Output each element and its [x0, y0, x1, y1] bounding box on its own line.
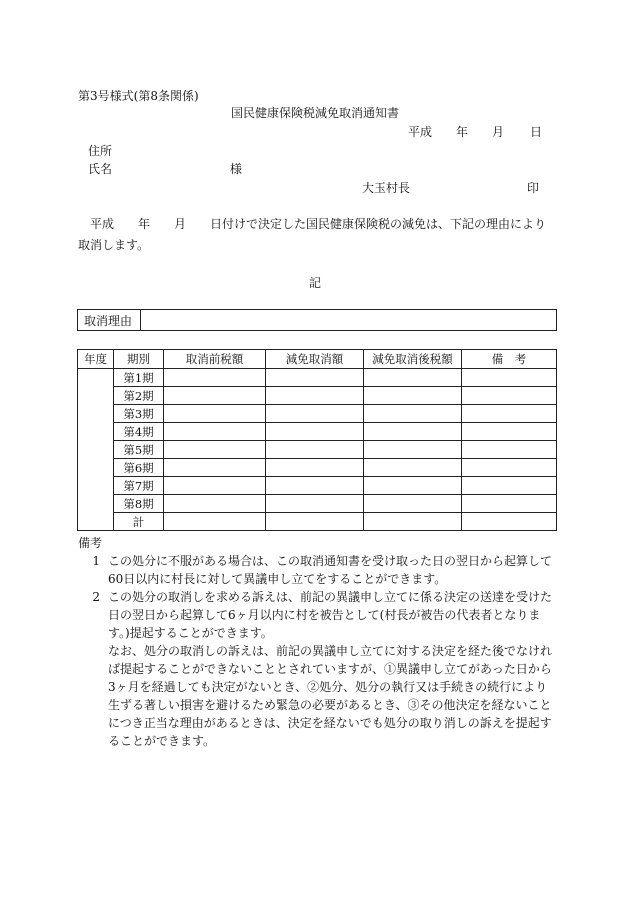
amount-cell[interactable]: [364, 405, 462, 423]
remarks-cell[interactable]: [462, 459, 557, 477]
remarks-cell[interactable]: [462, 441, 557, 459]
amount-cell[interactable]: [164, 459, 266, 477]
table-row: [78, 459, 557, 477]
amount-cell[interactable]: [164, 387, 266, 405]
amount-cell[interactable]: [266, 387, 364, 405]
period-label: 第7期: [114, 477, 164, 495]
date-day: 日: [530, 125, 543, 139]
body-text: 平成 年 月 日付けで決定した国民健康保険税の減免は、下記の理由により取消します。: [78, 217, 547, 252]
amount-cell[interactable]: [164, 495, 266, 513]
remarks-cell[interactable]: [462, 387, 557, 405]
reason-table: [77, 309, 557, 331]
remarks-cell[interactable]: [462, 495, 557, 513]
reason-value[interactable]: [141, 310, 557, 331]
notes-list: [78, 552, 556, 750]
period-label: 第8期: [114, 495, 164, 513]
amount-cell[interactable]: [364, 477, 462, 495]
amount-cell[interactable]: [266, 423, 364, 441]
header-after-amount: 減免取消後税額: [364, 350, 462, 369]
amount-cell[interactable]: [364, 423, 462, 441]
header-reduction-cancel: 減免取消額: [266, 350, 364, 369]
note-item: [78, 588, 556, 642]
amount-cell[interactable]: [266, 441, 364, 459]
table-row: [78, 405, 557, 423]
period-label: 第5期: [114, 441, 164, 459]
fiscal-year-cell[interactable]: [78, 369, 114, 531]
period-label-total: 計: [114, 513, 164, 531]
period-label: 第1期: [114, 369, 164, 387]
tax-period-table: [77, 349, 557, 531]
date-line: [408, 123, 542, 140]
note-extra-text: なお、処分の取消しの訴えは、前記の異議申し立てに対する決定を経た後でなければ提起することができないこととされていますが、①異議申し立てがあった日から3ヶ月を経過しても決定がないとき、②処分、処分の執行又は手続きの続行により生ずる著しい損害を避けるため緊急の必要があるとき、③その他決定を経ないことにつき正当な理由があるときは、決定を経ないでも処分の取り消しの訴えを提起することができます。: [108, 644, 553, 748]
form-label: 第3号様式(第8条関係): [78, 89, 199, 103]
period-label: 第6期: [114, 459, 164, 477]
amount-cell[interactable]: [364, 387, 462, 405]
honorific: 様: [230, 162, 243, 176]
header-before-amount: 取消前税額: [164, 350, 266, 369]
notes-title: 備考: [78, 536, 103, 550]
amount-cell[interactable]: [164, 423, 266, 441]
table-row: [78, 423, 557, 441]
header-remarks: 備 考: [462, 350, 557, 369]
document-title: 国民健康保険税減免取消通知書: [230, 106, 399, 120]
table-header-row: [78, 350, 557, 369]
header-fiscal-year: 年度: [78, 350, 114, 369]
remarks-cell[interactable]: [462, 423, 557, 441]
remarks-cell[interactable]: [462, 369, 557, 387]
period-label: 第2期: [114, 387, 164, 405]
amount-cell[interactable]: [164, 369, 266, 387]
note-number: 2: [92, 590, 100, 604]
amount-cell[interactable]: [164, 441, 266, 459]
remarks-cell[interactable]: [462, 405, 557, 423]
header-period: 期別: [114, 350, 164, 369]
amount-cell[interactable]: [266, 369, 364, 387]
amount-cell[interactable]: [266, 477, 364, 495]
date-month: 月: [492, 125, 505, 139]
amount-cell[interactable]: [266, 495, 364, 513]
note-number: 1: [92, 554, 100, 568]
period-label: 第4期: [114, 423, 164, 441]
name-label: 氏名: [88, 162, 113, 176]
date-year: 年: [456, 125, 469, 139]
period-label: 第3期: [114, 405, 164, 423]
table-row: [78, 477, 557, 495]
table-row: [78, 495, 557, 513]
amount-cell[interactable]: [266, 513, 364, 531]
table-row: [78, 369, 557, 387]
issuer-name: 大玉村長: [362, 181, 411, 195]
remarks-cell[interactable]: [462, 477, 557, 495]
address-label: 住所: [88, 144, 113, 158]
amount-cell[interactable]: [364, 513, 462, 531]
table-row-total: [78, 513, 557, 531]
amount-cell[interactable]: [266, 405, 364, 423]
ki-heading: 記: [308, 276, 321, 290]
amount-cell[interactable]: [266, 459, 364, 477]
table-row: [78, 387, 557, 405]
seal-mark: 印: [527, 181, 540, 195]
table-row: [78, 441, 557, 459]
date-era: 平成: [408, 125, 433, 139]
note-item: [78, 552, 556, 588]
amount-cell[interactable]: [164, 477, 266, 495]
amount-cell[interactable]: [164, 513, 266, 531]
amount-cell[interactable]: [364, 459, 462, 477]
reason-label: 取消理由: [78, 310, 141, 331]
note-text: この処分に不服がある場合は、この取消通知書を受け取った日の翌日から起算して60日以内に村長に対して異議申し立てをすることができます。: [108, 554, 553, 586]
note-text: この処分の取消しを求める訴えは、前記の異議申し立てに係る決定の送達を受けた日の翌日から起算して6ヶ月以内に村を被告として(村長が被告の代表者となります。)提起することができます。: [108, 590, 553, 640]
amount-cell[interactable]: [364, 495, 462, 513]
amount-cell[interactable]: [164, 405, 266, 423]
amount-cell[interactable]: [364, 369, 462, 387]
amount-cell[interactable]: [364, 441, 462, 459]
remarks-cell[interactable]: [462, 513, 557, 531]
